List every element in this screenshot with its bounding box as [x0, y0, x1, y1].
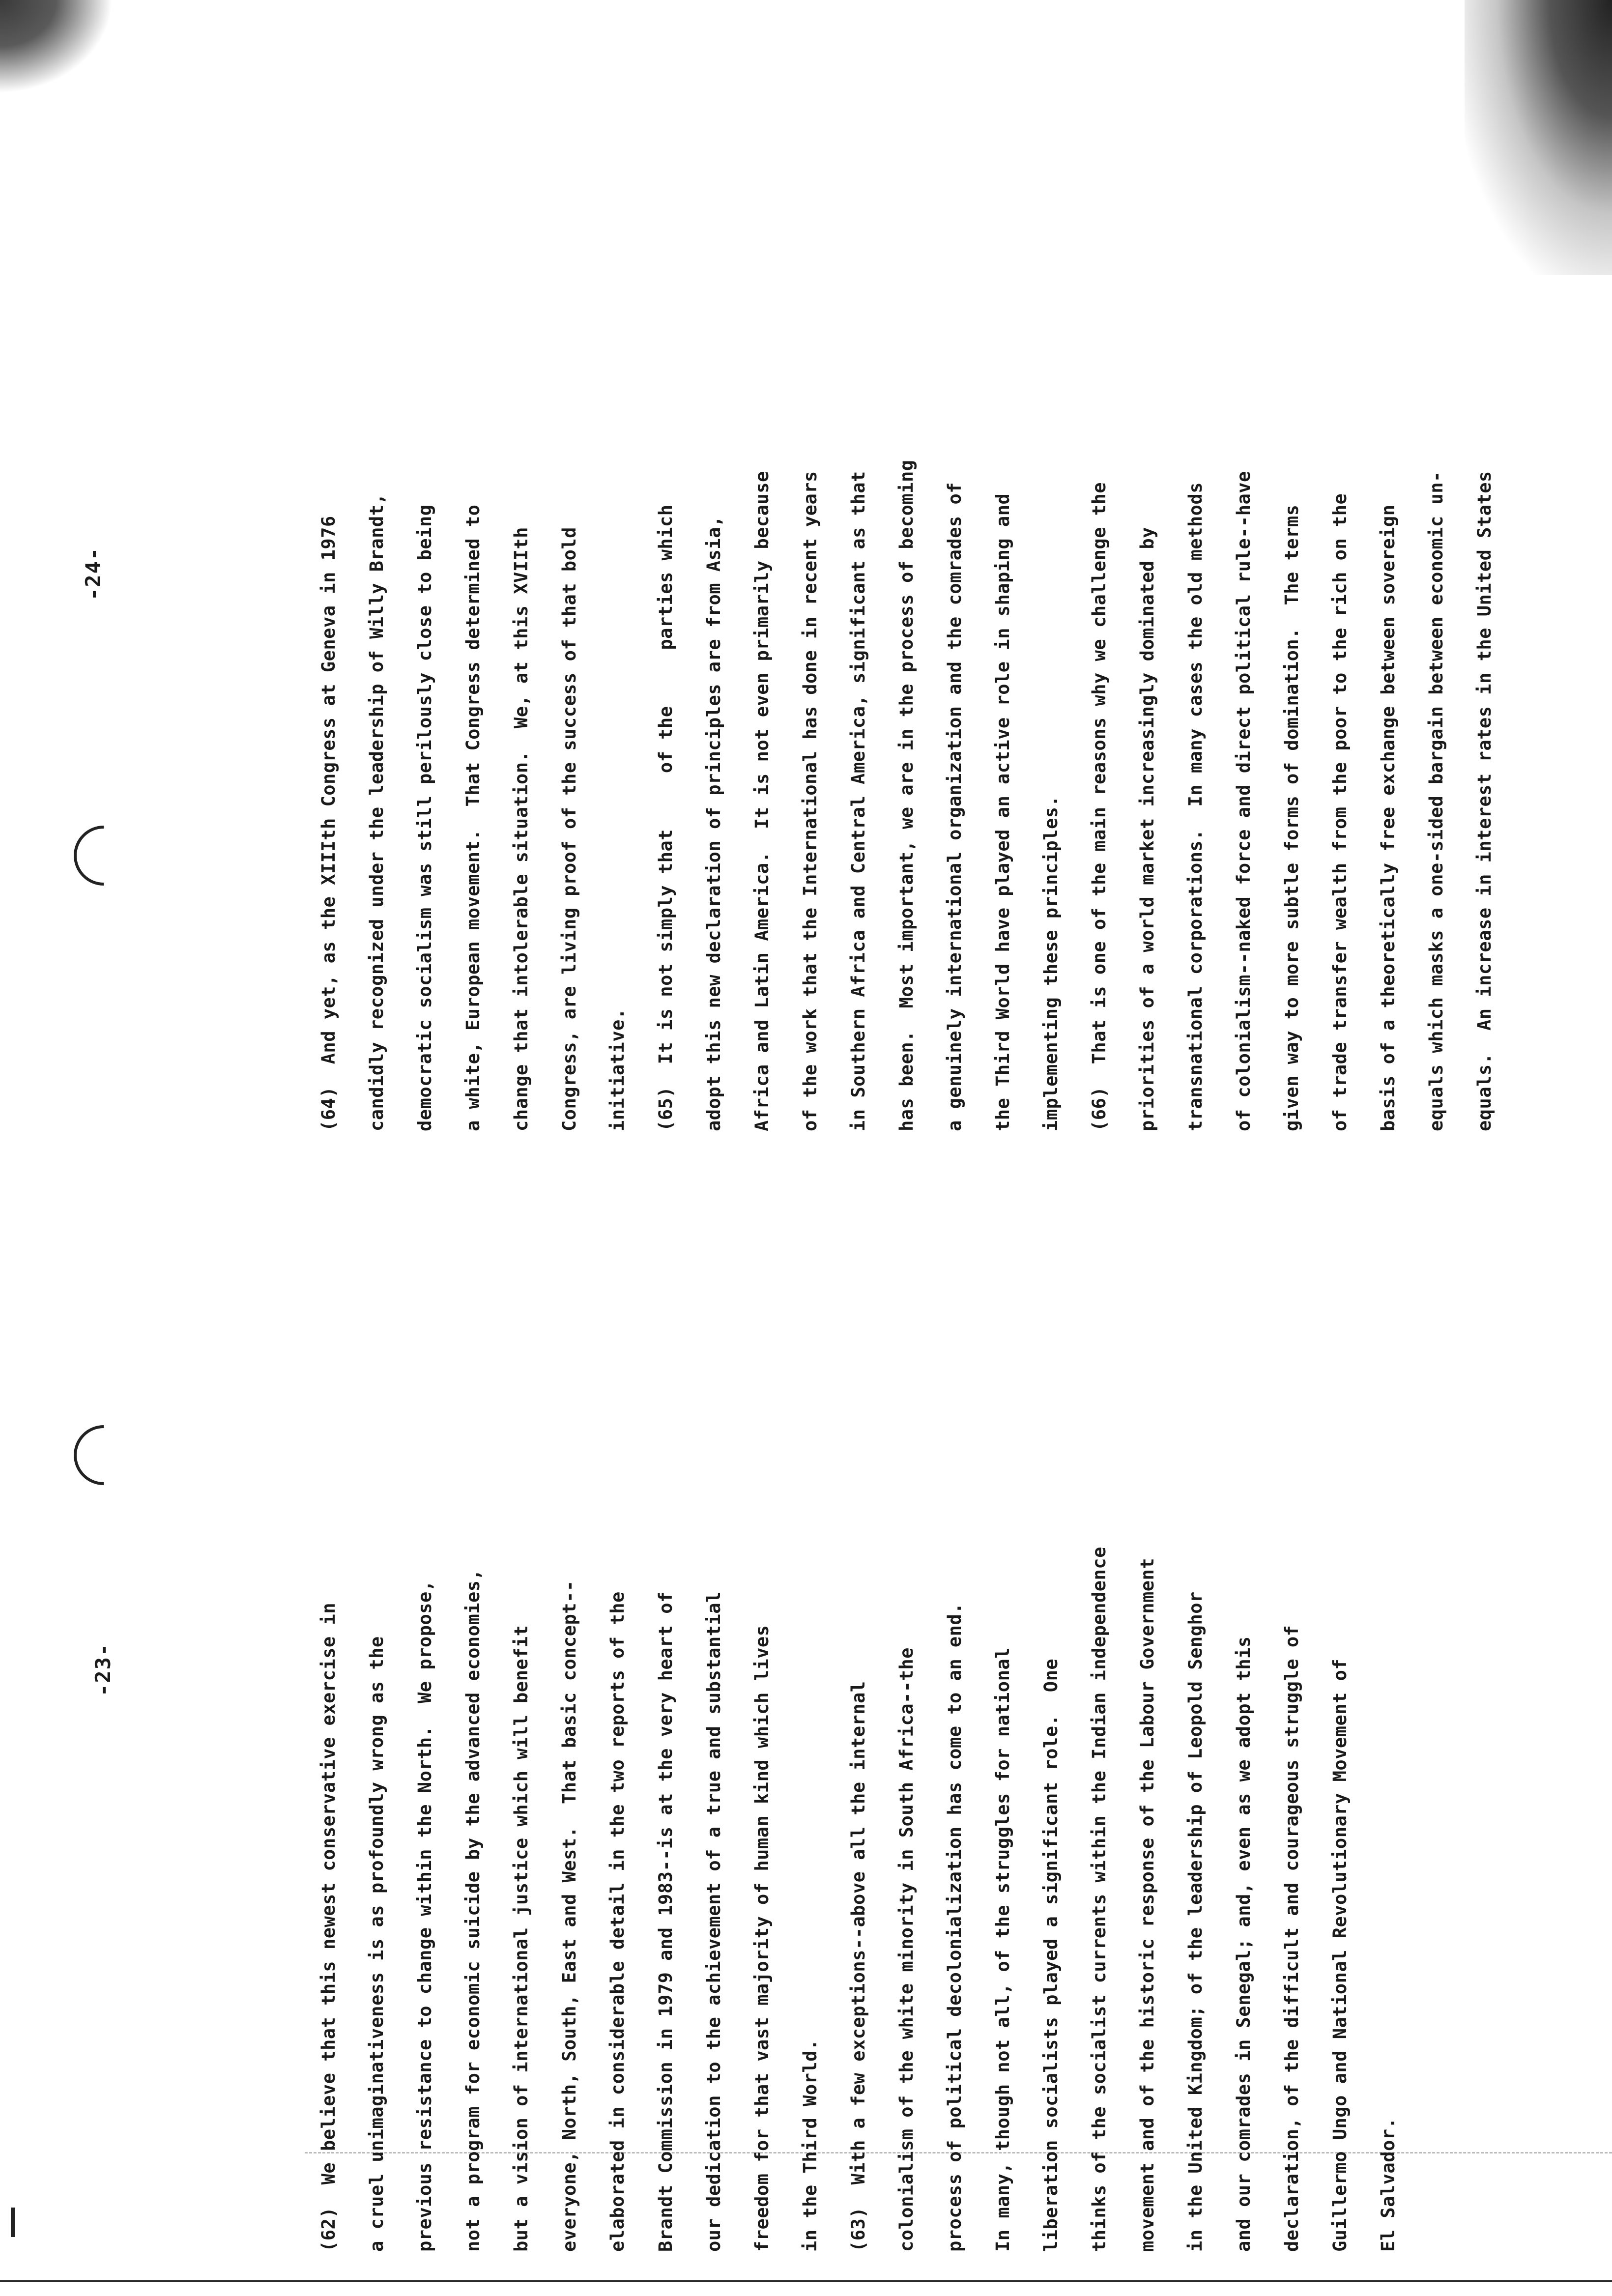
- text-line: basis of a theoretically free exchange between sovereign: [1378, 504, 1399, 1131]
- text-line: given way to more subtle forms of domination. The terms: [1281, 504, 1302, 1131]
- text-line: (64) And yet, as the XIIIth Congress at Geneva in 1976: [318, 516, 339, 1131]
- text-line: our dedication to the achievement of a true and substantial: [703, 1591, 724, 2252]
- text-line: change that intolerable situation. We, at this XVIIth: [511, 527, 532, 1131]
- text-line: El Salvador.: [1378, 2117, 1399, 2252]
- text-line: In many, though not all, of the struggles for national: [992, 1647, 1013, 2252]
- page-number-right: -24-: [81, 546, 105, 601]
- text-line: Guillermo Ungo and National Revolutionary Movement of: [1329, 1658, 1351, 2252]
- text-line: of the work that the International has done in recent years: [800, 471, 821, 1131]
- text-line: process of political decolonialization has come to an end.: [944, 1602, 965, 2252]
- text-line: a white, European movement. That Congress determined to: [462, 504, 484, 1131]
- text-line: everyone, North, South, East and West. That basic concept--: [559, 1580, 580, 2252]
- right-page-text: [305, 75, 1509, 1131]
- text-line: of colonialism--naked force and direct political rule--have: [1233, 471, 1254, 1131]
- text-line: transnational corporations. In many cases the old methods: [1185, 482, 1206, 1131]
- text-line: has been. Most important, we are in the process of becoming: [896, 459, 917, 1131]
- text-line: elaborated in considerable detail in the two reports of the: [607, 1591, 628, 2252]
- text-line: of trade transfer wealth from the poor to the rich on the: [1329, 493, 1351, 1131]
- text-line: in Southern Africa and Central America, significant as that: [848, 471, 869, 1131]
- text-line: democratic socialism was still perilously close to being: [414, 504, 435, 1131]
- page-number-left: -23-: [91, 1642, 115, 1696]
- text-line: implementing these principles.: [1040, 795, 1062, 1131]
- text-line: declaration, of the difficult and courageous struggle of: [1281, 1625, 1302, 2252]
- text-line: (63) With a few exceptions--above all the internal: [848, 1681, 869, 2252]
- text-line: (65) It is not simply that of the parties which: [655, 504, 676, 1131]
- text-line: Africa and Latin America. It is not even primarily because: [751, 471, 773, 1131]
- text-line: candidly recognized under the leadership of Willy Brandt,: [366, 493, 387, 1131]
- left-page-text: [305, 1195, 1412, 2252]
- text-line: (62) We believe that this newest conservative exercise in: [318, 1602, 339, 2252]
- text-line: priorities of a world market increasingly dominated by: [1137, 527, 1158, 1131]
- text-line: previous resistance to change within the North. We propose,: [414, 1580, 435, 2252]
- text-line: liberation socialists played a significant role. One: [1040, 1658, 1062, 2252]
- text-line: movement and of the historic response of the Labour Government: [1137, 1557, 1158, 2252]
- text-line: a genuinely international organization and the comrades of: [944, 482, 965, 1131]
- text-line: freedom for that vast majority of human kind which lives: [751, 1625, 773, 2252]
- text-line: not a program for economic suicide by the advanced economies,: [462, 1569, 484, 2252]
- text-line: Brandt Commission in 1979 and 1983--is at the very heart of: [655, 1591, 676, 2252]
- text-line: thinks of the socialist currents within the Indian independence: [1089, 1547, 1110, 2252]
- text-line: but a vision of international justice which will benefit: [511, 1625, 532, 2252]
- text-line: adopt this new declaration of principles are from Asia,: [703, 516, 724, 1131]
- text-line: and our comrades in Senegal; and, even as we adopt this: [1233, 1636, 1254, 2252]
- text-line: equals which masks a one-sided bargain between economic un-: [1426, 471, 1447, 1131]
- text-line: in the United Kingdom; of the leadership of Leopold Senghor: [1185, 1591, 1206, 2252]
- text-line: (66) That is one of the main reasons why we challenge the: [1089, 482, 1110, 1131]
- text-line: a cruel unimaginativeness is as profoundly wrong as the: [366, 1636, 387, 2252]
- text-line: Congress, are living proof of the success of that bold: [559, 527, 580, 1131]
- text-line: colonialism of the white minority in South Africa--the: [896, 1647, 917, 2252]
- text-line: in the Third World.: [800, 2039, 821, 2252]
- text-line: equals. An increase in interest rates in the United States: [1474, 471, 1495, 1131]
- text-line: the Third World have played an active role in shaping and: [992, 493, 1013, 1131]
- text-line: initiative.: [607, 1008, 628, 1131]
